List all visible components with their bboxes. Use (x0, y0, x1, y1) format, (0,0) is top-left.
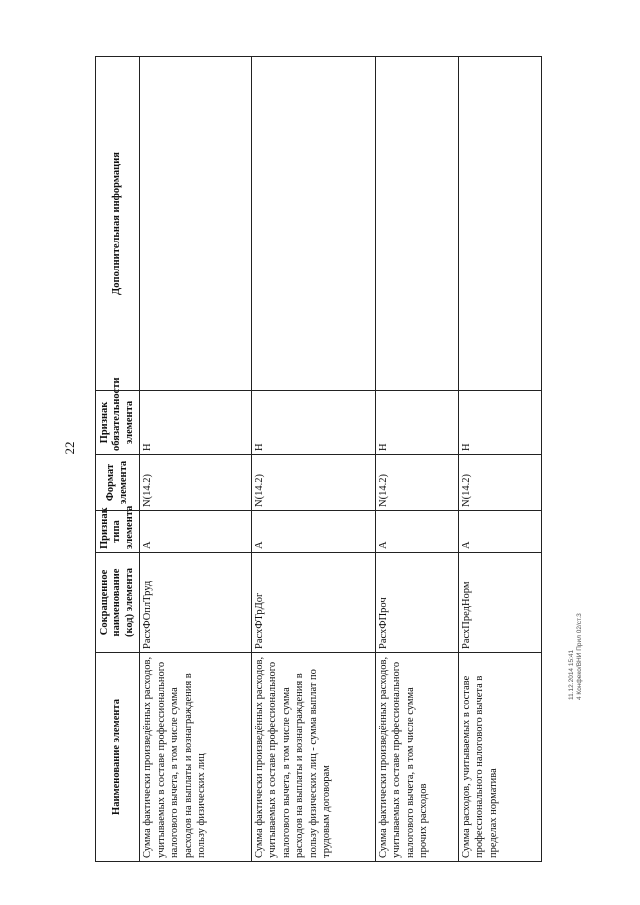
cell-code: РасхФПроч (375, 553, 458, 653)
header-element-format: Формат элемента (96, 455, 140, 511)
cell-name: Сумма фактически произведённых расходов, учитываемых в составе профессионального налогового вычета, в том числе сумма прочих расходов (375, 653, 458, 862)
page-number: 22 (62, 441, 77, 455)
cell-format: N(14.2) (375, 455, 458, 511)
header-element-required: Признак обязательности элемента (96, 391, 140, 455)
footer-line-2: 4 Конфеко/ВНИ Прил 02/ст.3 (576, 613, 583, 700)
cell-code: РасхПредНорм (458, 553, 541, 653)
table-row (458, 57, 541, 862)
footer-note (568, 613, 584, 700)
cell-info (375, 57, 458, 391)
cell-code: РасхФОплТруд (140, 553, 252, 653)
cell-type: А (140, 511, 252, 553)
cell-format: N(14.2) (251, 455, 375, 511)
cell-info (251, 57, 375, 391)
cell-type: А (375, 511, 458, 553)
header-element-type: Признак типа элемента (96, 511, 140, 553)
table-row (251, 57, 375, 862)
table-row (140, 57, 252, 862)
header-element-code: Сокращенное наименование (код) элемента (96, 553, 140, 653)
elements-table (95, 56, 542, 862)
cell-required: Н (140, 391, 252, 455)
cell-format: N(14.2) (140, 455, 252, 511)
cell-name: Сумма фактически произведённых расходов, учитываемых в составе профессионального налогового вычета, в том числе сумма расходов на выплаты и вознаграждения в пользу физических лиц - сумма выплат по трудовым договорам (251, 653, 375, 862)
footer-line-1: 11.12.2014 15:41 (568, 649, 575, 700)
cell-name: Сумма фактически произведённых расходов, учитываемых в составе профессионального налогового вычета, в том числе сумма расходов на выплаты и вознаграждения в пользу физических лиц (140, 653, 252, 862)
header-additional-info: Дополнительная информация (96, 57, 140, 391)
cell-code: РасхФТрДог (251, 553, 375, 653)
cell-name: Сумма расходов, учитываемых в составе профессионального налогового вычета в пределах норматива (458, 653, 541, 862)
cell-type: А (251, 511, 375, 553)
header-element-name: Наименование элемента (96, 653, 140, 862)
cell-required: Н (251, 391, 375, 455)
rotated-table-stage (95, 57, 542, 862)
cell-format: N(14.2) (458, 455, 541, 511)
cell-required: Н (375, 391, 458, 455)
table-row (375, 57, 458, 862)
cell-required: Н (458, 391, 541, 455)
cell-info (140, 57, 252, 391)
cell-info (458, 57, 541, 391)
cell-type: А (458, 511, 541, 553)
table-header-row (96, 57, 140, 862)
